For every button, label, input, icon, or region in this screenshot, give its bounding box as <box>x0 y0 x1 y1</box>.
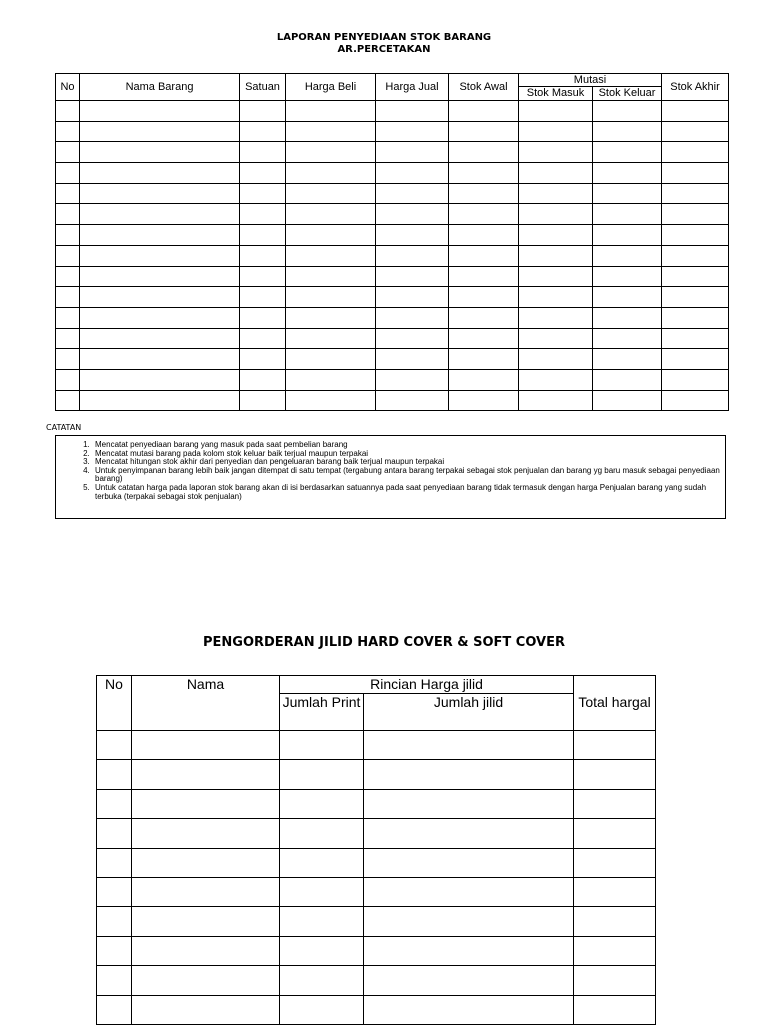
table-cell[interactable] <box>240 121 286 142</box>
table-cell[interactable] <box>519 121 593 142</box>
table-cell[interactable] <box>56 245 80 266</box>
table-cell[interactable] <box>56 121 80 142</box>
table-row <box>97 760 656 789</box>
table-cell[interactable] <box>240 328 286 349</box>
table-cell[interactable] <box>132 789 280 818</box>
table-cell[interactable] <box>240 183 286 204</box>
table-cell[interactable] <box>364 877 574 906</box>
table-cell[interactable] <box>376 245 449 266</box>
table-row <box>56 183 729 204</box>
table-cell[interactable] <box>80 163 240 184</box>
table-cell[interactable] <box>364 907 574 936</box>
table-cell[interactable] <box>80 183 240 204</box>
table-cell[interactable] <box>132 731 280 760</box>
table-row <box>56 163 729 184</box>
order-col-header-total-top <box>574 676 656 694</box>
order-title: PENGORDERAN JILID HARD COVER & SOFT COVER <box>202 635 565 650</box>
table-cell[interactable] <box>56 163 80 184</box>
table-cell[interactable] <box>449 369 519 390</box>
col-header-harga-beli: Harga Beli <box>286 74 376 101</box>
table-cell[interactable] <box>376 307 449 328</box>
table-cell[interactable] <box>240 142 286 163</box>
table-cell[interactable] <box>593 349 662 370</box>
table-cell[interactable] <box>240 101 286 122</box>
table-cell[interactable] <box>449 225 519 246</box>
table-cell[interactable] <box>593 121 662 142</box>
table-cell[interactable] <box>364 995 574 1024</box>
table-cell[interactable] <box>574 877 656 906</box>
table-cell[interactable] <box>56 287 80 308</box>
table-cell[interactable] <box>56 225 80 246</box>
table-cell[interactable] <box>56 307 80 328</box>
table-row <box>56 101 729 122</box>
order-table <box>96 675 656 1025</box>
table-row <box>97 966 656 995</box>
order-col-header-nama: Nama <box>132 676 280 731</box>
table-cell[interactable] <box>132 907 280 936</box>
table-cell[interactable] <box>376 101 449 122</box>
table-cell[interactable] <box>662 369 729 390</box>
table-cell[interactable] <box>286 183 376 204</box>
table-cell[interactable] <box>593 266 662 287</box>
col-header-nama-barang: Nama Barang <box>80 74 240 101</box>
table-cell[interactable] <box>662 121 729 142</box>
table-cell[interactable] <box>286 390 376 411</box>
table-row <box>56 369 729 390</box>
table-cell[interactable] <box>574 848 656 877</box>
table-cell[interactable] <box>662 225 729 246</box>
table-cell[interactable] <box>364 731 574 760</box>
table-cell[interactable] <box>286 225 376 246</box>
table-row <box>56 245 729 266</box>
table-cell[interactable] <box>376 328 449 349</box>
table-cell[interactable] <box>364 936 574 965</box>
table-cell[interactable] <box>574 789 656 818</box>
table-cell[interactable] <box>286 369 376 390</box>
table-cell[interactable] <box>376 183 449 204</box>
table-cell[interactable] <box>97 819 132 848</box>
table-cell[interactable] <box>132 819 280 848</box>
table-cell[interactable] <box>519 245 593 266</box>
table-row <box>97 907 656 936</box>
table-cell[interactable] <box>80 390 240 411</box>
table-cell[interactable] <box>80 349 240 370</box>
table-cell[interactable] <box>449 328 519 349</box>
table-cell[interactable] <box>280 966 364 995</box>
table-cell[interactable] <box>519 307 593 328</box>
table-cell[interactable] <box>56 183 80 204</box>
table-cell[interactable] <box>56 349 80 370</box>
table-cell[interactable] <box>240 307 286 328</box>
col-header-mutasi: Mutasi <box>519 74 662 87</box>
table-cell[interactable] <box>132 877 280 906</box>
table-cell[interactable] <box>240 225 286 246</box>
table-cell[interactable] <box>593 287 662 308</box>
table-cell[interactable] <box>286 163 376 184</box>
table-cell[interactable] <box>80 307 240 328</box>
table-cell[interactable] <box>56 266 80 287</box>
report-title <box>0 32 768 56</box>
table-row <box>56 266 729 287</box>
table-row <box>97 877 656 906</box>
table-cell[interactable] <box>97 789 132 818</box>
table-cell[interactable] <box>286 142 376 163</box>
table-cell[interactable] <box>449 307 519 328</box>
table-cell[interactable] <box>376 369 449 390</box>
table-row <box>56 390 729 411</box>
table-cell[interactable] <box>80 204 240 225</box>
table-cell[interactable] <box>519 101 593 122</box>
table-cell[interactable] <box>593 101 662 122</box>
table-cell[interactable] <box>376 225 449 246</box>
report-title-line2: AR.PERCETAKAN <box>337 44 431 55</box>
table-cell[interactable] <box>376 204 449 225</box>
table-cell[interactable] <box>364 789 574 818</box>
table-row <box>97 789 656 818</box>
col-header-satuan: Satuan <box>240 74 286 101</box>
table-cell[interactable] <box>449 266 519 287</box>
table-cell[interactable] <box>662 142 729 163</box>
table-cell[interactable] <box>376 287 449 308</box>
table-cell[interactable] <box>280 995 364 1024</box>
table-cell[interactable] <box>593 245 662 266</box>
table-cell[interactable] <box>449 142 519 163</box>
stock-report-table <box>55 73 729 411</box>
table-row <box>56 307 729 328</box>
table-cell[interactable] <box>56 101 80 122</box>
table-cell[interactable] <box>240 287 286 308</box>
col-header-stok-awal: Stok Awal <box>449 74 519 101</box>
table-cell[interactable] <box>286 121 376 142</box>
table-cell[interactable] <box>449 287 519 308</box>
table-cell[interactable] <box>286 307 376 328</box>
table-cell[interactable] <box>97 907 132 936</box>
table-cell[interactable] <box>574 819 656 848</box>
col-header-harga-jual: Harga Jual <box>376 74 449 101</box>
table-cell[interactable] <box>662 287 729 308</box>
table-cell[interactable] <box>593 142 662 163</box>
table-row <box>56 142 729 163</box>
table-cell[interactable] <box>240 349 286 370</box>
table-cell[interactable] <box>519 142 593 163</box>
col-header-stok-keluar: Stok Keluar <box>593 87 662 101</box>
table-cell[interactable] <box>364 848 574 877</box>
table-cell[interactable] <box>662 328 729 349</box>
table-cell[interactable] <box>80 225 240 246</box>
table-cell[interactable] <box>574 936 656 965</box>
table-cell[interactable] <box>376 163 449 184</box>
table-cell[interactable] <box>662 101 729 122</box>
table-cell[interactable] <box>593 183 662 204</box>
report-title-line1: LAPORAN PENYEDIAAN STOK BARANG <box>276 32 492 43</box>
table-row <box>97 731 656 760</box>
table-cell[interactable] <box>449 163 519 184</box>
table-cell[interactable] <box>364 760 574 789</box>
order-col-header-total: Total hargal <box>574 694 656 731</box>
table-cell[interactable] <box>519 369 593 390</box>
table-cell[interactable] <box>240 204 286 225</box>
table-cell[interactable] <box>240 369 286 390</box>
col-header-no: No <box>56 74 80 101</box>
table-cell[interactable] <box>56 142 80 163</box>
table-cell[interactable] <box>80 369 240 390</box>
table-cell[interactable] <box>132 966 280 995</box>
notes-heading: CATATAN <box>46 423 82 432</box>
table-row <box>56 121 729 142</box>
table-cell[interactable] <box>593 390 662 411</box>
table-cell[interactable] <box>593 307 662 328</box>
table-cell[interactable] <box>132 995 280 1024</box>
table-cell[interactable] <box>56 369 80 390</box>
note-item: 4. Untuk penyimpanan barang lebih baik jangan ditempat di satu tempat (tergabung antara barang terpakai sebagai stok penjualan dan barang yg baru masuk sebagai penyediaan barang) <box>92 467 721 484</box>
table-cell[interactable] <box>574 760 656 789</box>
table-cell[interactable] <box>376 349 449 370</box>
table-cell[interactable] <box>519 390 593 411</box>
table-cell[interactable] <box>97 731 132 760</box>
table-cell[interactable] <box>662 390 729 411</box>
table-cell[interactable] <box>593 328 662 349</box>
table-cell[interactable] <box>97 848 132 877</box>
table-cell[interactable] <box>280 789 364 818</box>
table-cell[interactable] <box>376 142 449 163</box>
table-cell[interactable] <box>662 307 729 328</box>
table-cell[interactable] <box>240 390 286 411</box>
table-cell[interactable] <box>593 225 662 246</box>
table-cell[interactable] <box>519 163 593 184</box>
table-cell[interactable] <box>574 966 656 995</box>
table-cell[interactable] <box>97 966 132 995</box>
table-cell[interactable] <box>280 907 364 936</box>
table-cell[interactable] <box>519 225 593 246</box>
col-header-stok-masuk: Stok Masuk <box>519 87 593 101</box>
table-row <box>56 328 729 349</box>
stock-table-body <box>56 101 729 411</box>
table-cell[interactable] <box>519 204 593 225</box>
table-cell[interactable] <box>80 121 240 142</box>
table-cell[interactable] <box>80 266 240 287</box>
table-row <box>97 936 656 965</box>
table-row <box>56 225 729 246</box>
table-cell[interactable] <box>449 349 519 370</box>
table-cell[interactable] <box>519 349 593 370</box>
table-cell[interactable] <box>519 266 593 287</box>
table-cell[interactable] <box>449 390 519 411</box>
table-cell[interactable] <box>286 204 376 225</box>
table-cell[interactable] <box>286 101 376 122</box>
note-item: 2. Mencatat mutasi barang pada kolom stok keluar baik terjual maupun terpakai <box>92 450 721 459</box>
order-col-header-no: No <box>97 676 132 731</box>
col-header-stok-akhir: Stok Akhir <box>662 74 729 101</box>
notes-box <box>55 435 726 519</box>
table-cell[interactable] <box>449 183 519 204</box>
table-cell[interactable] <box>286 349 376 370</box>
order-table-body <box>97 731 656 1025</box>
table-cell[interactable] <box>240 245 286 266</box>
note-item: 3. Mencatat hitungan stok akhir dari penyedian dan pengeluaran barang baik terjual maupun terpakai <box>92 458 721 467</box>
table-cell[interactable] <box>593 204 662 225</box>
table-cell[interactable] <box>574 995 656 1024</box>
table-cell[interactable] <box>593 163 662 184</box>
table-cell[interactable] <box>662 266 729 287</box>
table-cell[interactable] <box>662 163 729 184</box>
notes-list <box>92 441 721 501</box>
table-cell[interactable] <box>280 819 364 848</box>
table-cell[interactable] <box>519 328 593 349</box>
table-cell[interactable] <box>80 101 240 122</box>
order-col-header-jumlah-print: Jumlah Print <box>280 694 364 731</box>
table-cell[interactable] <box>132 760 280 789</box>
note-item: 1. Mencatat penyediaan barang yang masuk pada saat pembelian barang <box>92 441 721 450</box>
table-cell[interactable] <box>132 936 280 965</box>
table-row <box>97 819 656 848</box>
table-cell[interactable] <box>80 328 240 349</box>
note-item: 5. Untuk catatan harga pada laporan stok barang akan di isi berdasarkan satuannya pada saat penyediaan barang tidak termasuk dengan harga Penjualan barang yang sudah terbuka (terpakai sebagai stok penjualan) <box>92 484 721 501</box>
table-cell[interactable] <box>80 287 240 308</box>
table-cell[interactable] <box>376 121 449 142</box>
table-cell[interactable] <box>80 245 240 266</box>
table-cell[interactable] <box>449 121 519 142</box>
order-col-header-rincian: Rincian Harga jilid <box>280 676 574 694</box>
table-cell[interactable] <box>97 936 132 965</box>
table-row <box>97 995 656 1024</box>
table-cell[interactable] <box>593 369 662 390</box>
order-col-header-jumlah-jilid: Jumlah jilid <box>364 694 574 731</box>
table-row <box>97 848 656 877</box>
table-cell[interactable] <box>286 287 376 308</box>
table-cell[interactable] <box>364 966 574 995</box>
table-cell[interactable] <box>280 936 364 965</box>
table-cell[interactable] <box>97 877 132 906</box>
table-cell[interactable] <box>56 390 80 411</box>
table-cell[interactable] <box>97 760 132 789</box>
table-cell[interactable] <box>449 245 519 266</box>
table-cell[interactable] <box>286 328 376 349</box>
table-cell[interactable] <box>376 390 449 411</box>
table-cell[interactable] <box>280 877 364 906</box>
table-cell[interactable] <box>97 995 132 1024</box>
table-cell[interactable] <box>240 163 286 184</box>
table-cell[interactable] <box>286 245 376 266</box>
table-cell[interactable] <box>240 266 286 287</box>
table-cell[interactable] <box>662 183 729 204</box>
table-cell[interactable] <box>286 266 376 287</box>
table-row <box>56 349 729 370</box>
table-cell[interactable] <box>449 101 519 122</box>
table-cell[interactable] <box>80 142 240 163</box>
table-cell[interactable] <box>519 287 593 308</box>
table-cell[interactable] <box>56 328 80 349</box>
table-cell[interactable] <box>132 848 280 877</box>
table-cell[interactable] <box>662 245 729 266</box>
table-cell[interactable] <box>280 848 364 877</box>
table-cell[interactable] <box>280 731 364 760</box>
table-cell[interactable] <box>574 731 656 760</box>
table-cell[interactable] <box>662 204 729 225</box>
table-cell[interactable] <box>280 760 364 789</box>
table-cell[interactable] <box>519 183 593 204</box>
table-cell[interactable] <box>662 349 729 370</box>
table-cell[interactable] <box>56 204 80 225</box>
table-row <box>56 287 729 308</box>
table-row <box>56 204 729 225</box>
table-cell[interactable] <box>376 266 449 287</box>
table-cell[interactable] <box>574 907 656 936</box>
table-cell[interactable] <box>449 204 519 225</box>
table-cell[interactable] <box>364 819 574 848</box>
